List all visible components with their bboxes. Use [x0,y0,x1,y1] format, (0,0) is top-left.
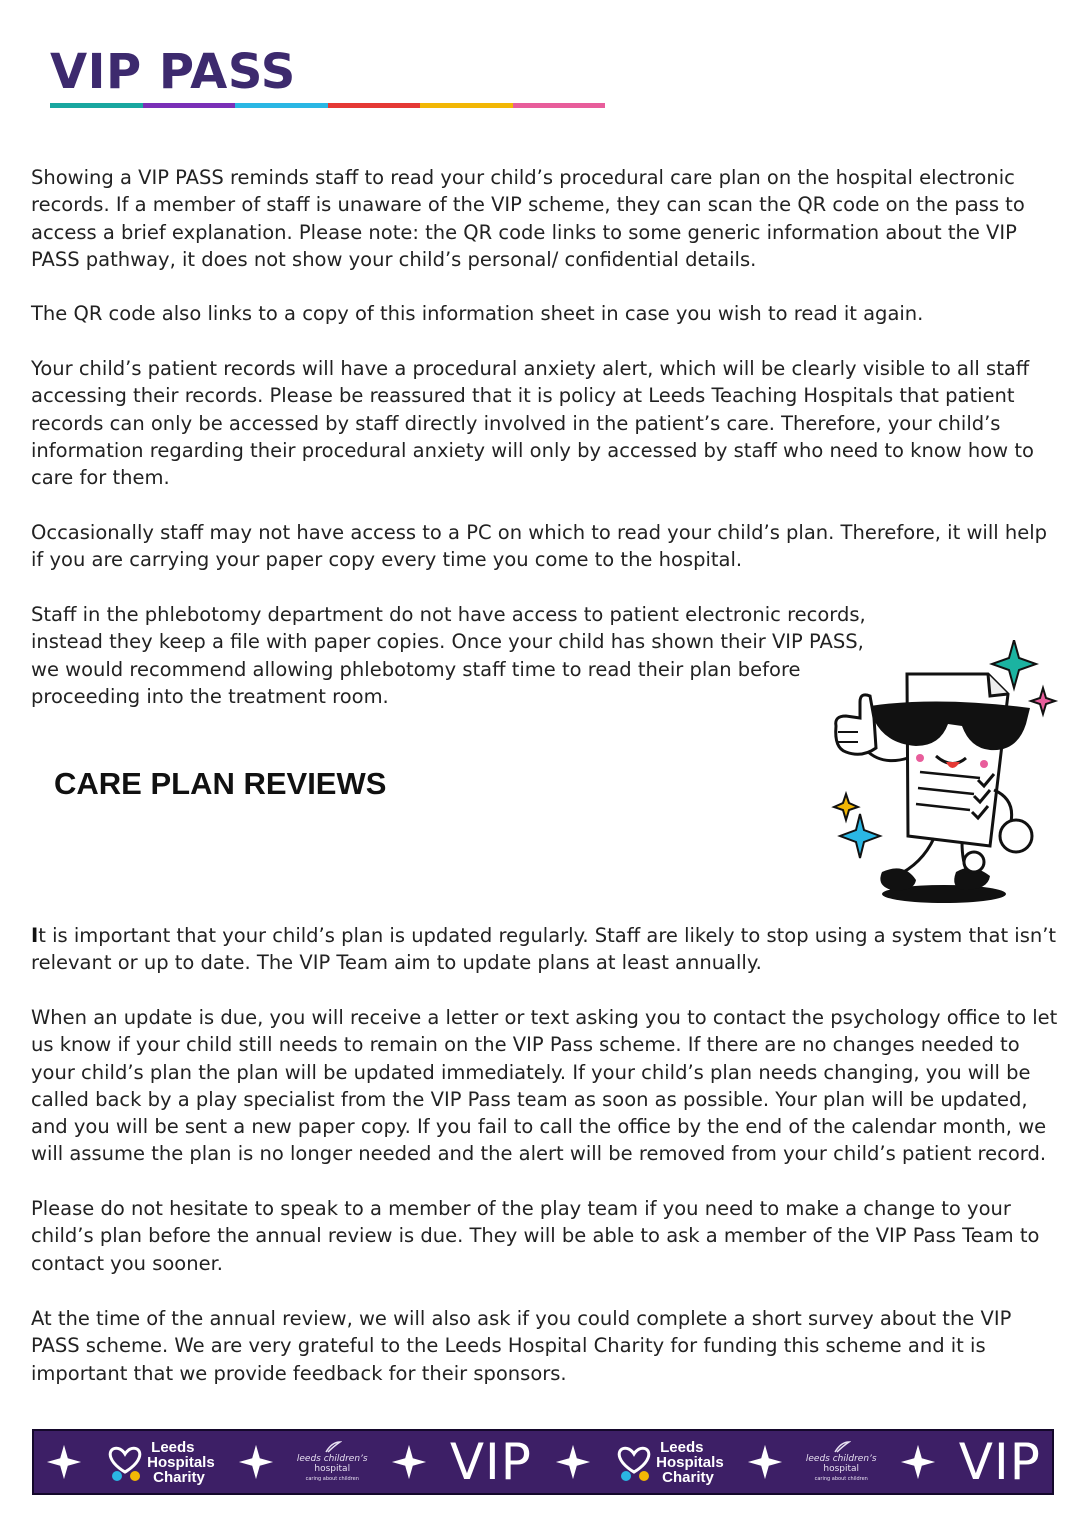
leeds-childrens-hospital-logo [297,1440,368,1484]
vip-wordmark: VIP [449,1433,532,1491]
charity-line-1: Leeds [660,1438,704,1456]
paragraph-paper-copy: Occasionally staff may not have access to a PC on which to read your child’s plan. Therefore, it will help if you are carrying your paper copy every time you come to the hospital. [31,521,1047,572]
charity-line-2: Hospitals [656,1453,724,1471]
sparkle-icon [992,640,1036,688]
feather-icon [831,1440,851,1454]
stethoscope-heart-icon [105,1440,145,1484]
section-heading: CARE PLAN REVIEWS [54,766,387,801]
leeds-hospitals-charity-logo [105,1440,215,1485]
paragraph-survey: At the time of the annual review, we will also ask if you could complete a short survey about the VIP PASS scheme. We are very grateful to the Leeds Hospital Charity for funding this scheme and it is important that we provide feedback for their sponsors. [31,1307,1012,1385]
sparkle-icon [45,1443,83,1481]
page-title: VIP PASS [50,44,296,100]
paragraph-vip-pass-intro: Showing a VIP PASS reminds staff to read your child’s procedural care plan on the hospital electronic records. If a member of staff is unaware of the VIP scheme, they can scan the QR code on the pass to access a brief explanation. Please note: the QR code links to some generic information about the VIP PASS pathway, it does not show your child’s personal/ confidential details. [31,166,1025,271]
vip-wordmark: VIP [958,1433,1041,1491]
sparkle-icon [1031,688,1055,714]
childrens-hospital-line-2: hospital [314,1464,351,1474]
paragraph-review-intro [31,922,1061,977]
childrens-hospital-line-1: leeds children’s [296,1454,368,1464]
paragraph-patient-records: Your child’s patient records will have a procedural anxiety alert, which will be clearly visible to all staff accessing their records. Please be reassured that it is policy at Leeds Teaching Hospitals that patient records can only be accessed by staff directly involved in the patient’s care. Therefore, your child’s information regarding their procedural anxiety will only by accessed by staff who need to know how to care for them. [31,357,1034,490]
paragraph-phlebotomy: Staff in the phlebotomy department do not have access to patient electronic records, instead they keep a file with paper copies. Once your child has shown their VIP PASS, we would recommend allowing phlebotomy staff time to read their plan before proceeding into the treatment room. [31,603,866,708]
paragraph-play-team: Please do not hesitate to speak to a member of the play team if you need to make a change to your child’s plan before the annual review is due. They will be able to ask a member of the VIP Pass Team to contact you sooner. [31,1197,1040,1275]
childrens-hospital-tagline: caring about children [814,1476,868,1482]
childrens-hospital-tagline: caring about children [305,1476,359,1482]
feather-icon [322,1440,342,1454]
care-plan-mascot-icon [812,640,1062,910]
sparkle-icon [746,1443,784,1481]
paragraph-update-process: When an update is due, you will receive a letter or text asking you to contact the psychology office to let us know if your child still needs to remain on the VIP Pass scheme. If there are no changes needed to your child’s plan the plan will be updated immediately. If your child’s plan needs changing, you will be called back by a play specialist from the VIP Pass team as soon as possible. Your plan will be updated, and you will be sent a new paper copy. If you fail to call the office by the end of the calendar month, we will assume the plan is no longer needed and the alert will be removed from your child’s patient record. [31,1006,1058,1166]
sparkle-icon [834,794,858,820]
childrens-hospital-line-1: leeds children’s [805,1454,877,1464]
childrens-hospital-line-2: hospital [823,1464,860,1474]
leeds-childrens-hospital-logo [806,1440,877,1484]
paragraph-review-intro-text: t is important that your child’s plan is updated regularly. Staff are likely to stop using a system that isn’t relevant or up to date. The VIP Team aim to update plans at least annually. [31,924,1057,975]
sparkle-icon [390,1443,428,1481]
sparkle-icon [237,1443,275,1481]
stethoscope-heart-icon [614,1440,654,1484]
charity-line-2: Hospitals [147,1453,215,1471]
sparkle-icon [554,1443,592,1481]
sparkle-icon [899,1443,937,1481]
footer-banner [32,1429,1054,1495]
paragraph-qr-code: The QR code also links to a copy of this information sheet in case you wish to read it again. [31,302,924,325]
charity-line-3: Charity [153,1468,205,1486]
drop-letter: I [31,924,39,947]
charity-line-3: Charity [662,1468,714,1486]
charity-line-1: Leeds [151,1438,195,1456]
rainbow-divider [50,103,605,108]
leeds-hospitals-charity-logo [614,1440,724,1485]
